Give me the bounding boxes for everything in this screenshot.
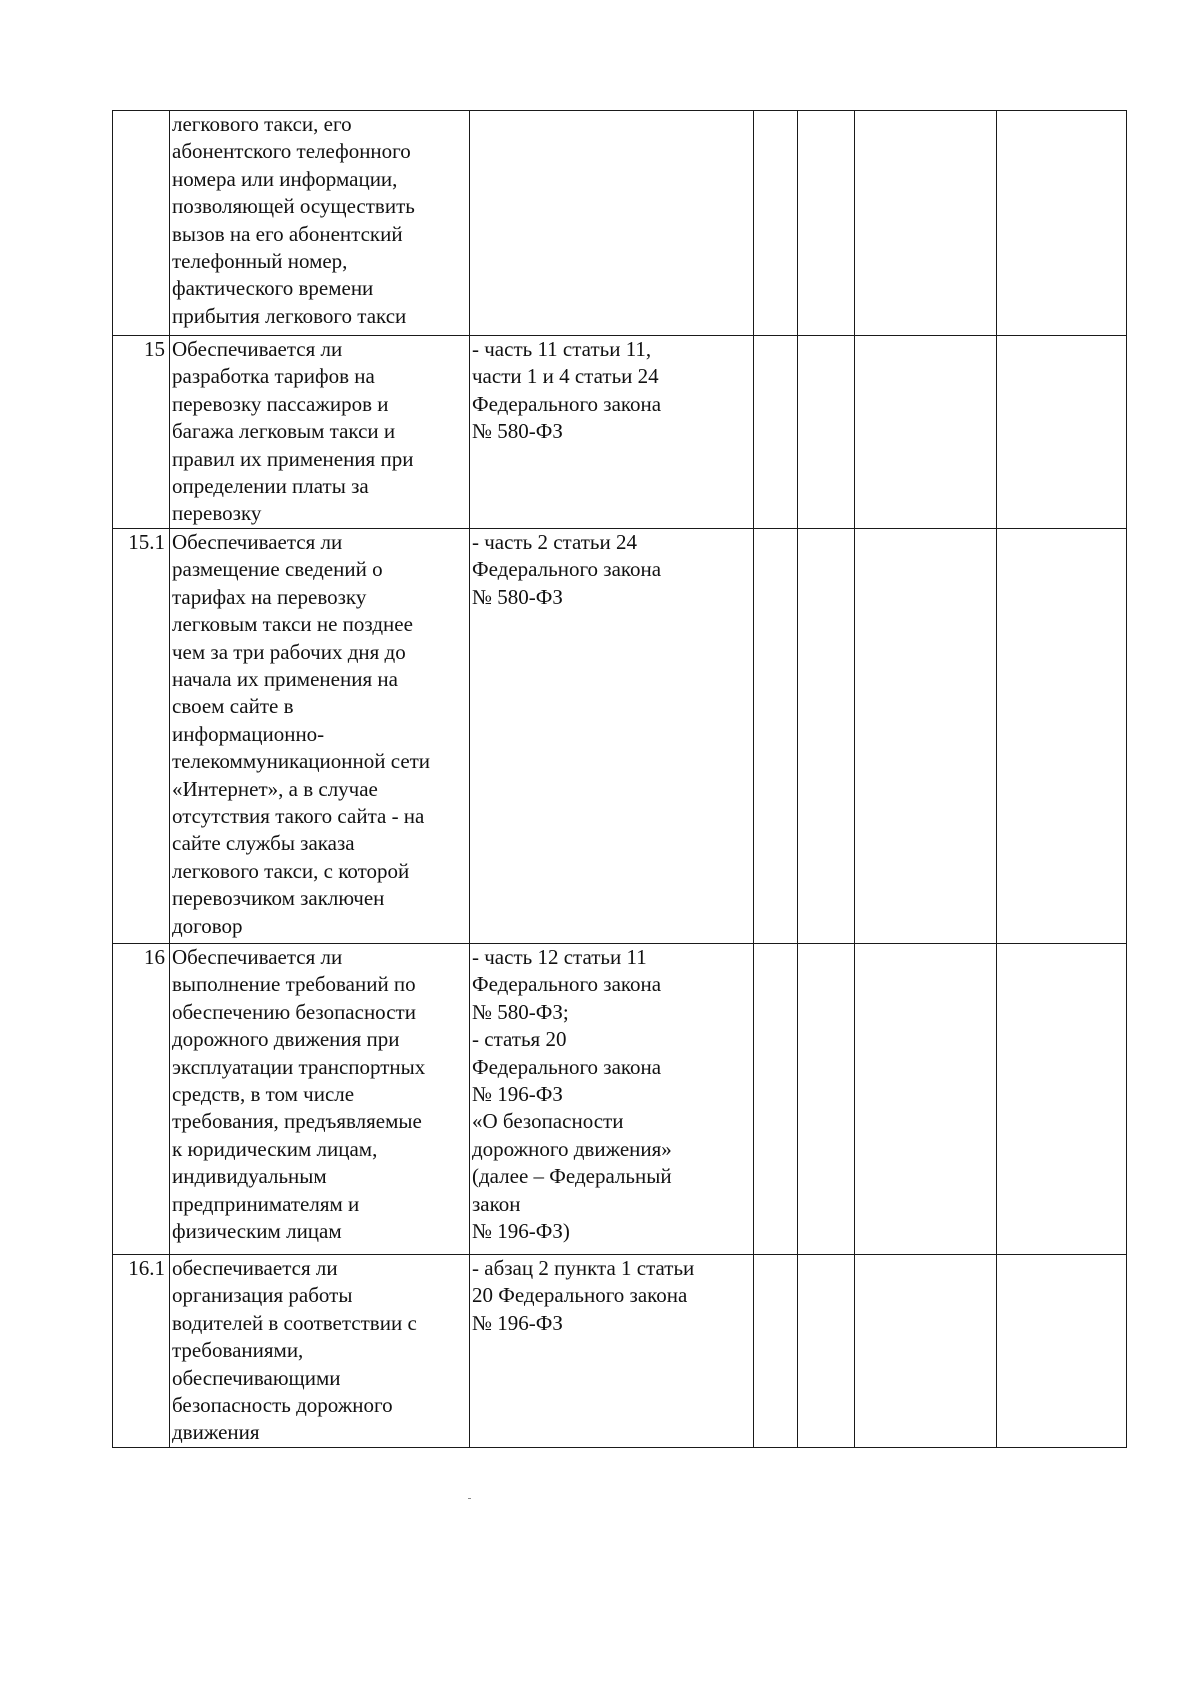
- yes-cell: [754, 1255, 798, 1448]
- question-line: выполнение требований по: [172, 972, 416, 997]
- question-line: движения: [172, 1420, 260, 1445]
- reference-line: Федерального закона: [472, 972, 662, 997]
- question-line: телефонный номер,: [172, 249, 348, 274]
- question-line: договор: [172, 913, 243, 938]
- question-line: требования, предъявляемые: [172, 1109, 422, 1134]
- question-line: чем за три рабочих дня до: [172, 639, 406, 664]
- question-line: безопасность дорожного: [172, 1393, 393, 1418]
- question-cell: [170, 944, 470, 1255]
- question-line: вызов на его абонентский: [172, 221, 403, 246]
- question-line: отсутствия такого сайта - на: [172, 804, 425, 829]
- yes-cell: [754, 336, 798, 529]
- legal-reference-cell: [470, 944, 754, 1255]
- question-line: перевозчиком заключен: [172, 886, 385, 911]
- reference-line: закон: [472, 1191, 521, 1216]
- question-line: позволяющей осуществить: [172, 194, 415, 219]
- not-applicable-cell: [855, 336, 997, 529]
- question-line: Обеспечивается ли: [172, 337, 343, 361]
- legal-reference-cell: [470, 529, 754, 944]
- reference-line: № 580-ФЗ: [472, 584, 563, 609]
- table-body: [113, 111, 1127, 1448]
- notes-cell: [997, 1255, 1127, 1448]
- question-line: сайте службы заказа: [172, 831, 355, 856]
- no-cell: [798, 944, 855, 1255]
- question-line: номера или информации,: [172, 166, 398, 191]
- checklist-table: [112, 110, 1127, 1448]
- reference-line: 20 Федерального закона: [472, 1283, 688, 1308]
- reference-line: № 196-ФЗ: [472, 1310, 563, 1335]
- question-line: «Интернет», а в случае: [172, 776, 378, 801]
- question-line: предпринимателям и: [172, 1191, 360, 1216]
- reference-line: части 1 и 4 статьи 24: [472, 364, 659, 389]
- not-applicable-cell: [855, 111, 997, 336]
- not-applicable-cell: [855, 1255, 997, 1448]
- question-line: Обеспечивается ли: [172, 945, 343, 969]
- reference-line: № 196-ФЗ): [472, 1219, 570, 1244]
- question-line: средств, в том числе: [172, 1082, 355, 1107]
- question-line: дорожного движения при: [172, 1027, 400, 1052]
- notes-cell: [997, 944, 1127, 1255]
- question-line: обеспечению безопасности: [172, 999, 416, 1024]
- no-cell: [798, 111, 855, 336]
- question-line: своем сайте в: [172, 694, 294, 719]
- no-cell: [798, 529, 855, 944]
- question-line: легковым такси не позднее: [172, 612, 413, 637]
- reference-line: № 580-ФЗ;: [472, 999, 569, 1024]
- question-line: определении платы за: [172, 474, 369, 499]
- question-line: к юридическим лицам,: [172, 1136, 378, 1161]
- no-cell: [798, 336, 855, 529]
- reference-line: - часть 2 статьи 24: [472, 530, 637, 554]
- reference-line: № 196-ФЗ: [472, 1082, 563, 1107]
- question-cell: [170, 111, 470, 336]
- question-line: тарифах на перевозку: [172, 584, 367, 609]
- legal-reference-cell: [470, 111, 754, 336]
- yes-cell: [754, 111, 798, 336]
- reference-line: - часть 11 статьи 11,: [472, 337, 652, 361]
- question-line: багажа легковым такси и: [172, 419, 396, 444]
- legal-reference-cell: [470, 336, 754, 529]
- question-line: размещение сведений о: [172, 557, 383, 582]
- question-line: информационно-: [172, 721, 325, 746]
- question-line: обеспечивающими: [172, 1365, 341, 1390]
- question-line: индивидуальным: [172, 1164, 327, 1189]
- row-number: [113, 111, 170, 336]
- no-cell: [798, 1255, 855, 1448]
- reference-line: - статья 20: [472, 1027, 567, 1052]
- question-line: прибытия легкового такси: [172, 303, 407, 328]
- reference-line: Федерального закона: [472, 1054, 662, 1079]
- not-applicable-cell: [855, 529, 997, 944]
- scan-speck: [468, 1498, 471, 1499]
- notes-cell: [997, 529, 1127, 944]
- reference-line: Федерального закона: [472, 391, 662, 416]
- question-line: телекоммуникационной сети: [172, 749, 431, 774]
- question-line: требованиями,: [172, 1338, 304, 1363]
- question-line: физическим лицам: [172, 1219, 342, 1244]
- yes-cell: [754, 944, 798, 1255]
- table-row: [113, 529, 1127, 944]
- question-line: правил их применения при: [172, 446, 414, 471]
- question-line: легкового такси, его: [172, 112, 352, 136]
- question-line: перевозку: [172, 501, 262, 526]
- row-number: 16: [113, 944, 170, 1255]
- row-number: 16.1: [113, 1255, 170, 1448]
- notes-cell: [997, 111, 1127, 336]
- question-line: перевозку пассажиров и: [172, 391, 389, 416]
- question-line: абонентского телефонного: [172, 139, 411, 164]
- question-line: Обеспечивается ли: [172, 530, 343, 554]
- reference-line: дорожного движения»: [472, 1136, 672, 1161]
- question-cell: [170, 529, 470, 944]
- question-line: фактического времени: [172, 276, 374, 301]
- question-line: обеспечивается ли: [172, 1256, 338, 1280]
- reference-line: - абзац 2 пункта 1 статьи: [472, 1256, 695, 1280]
- question-line: разработка тарифов на: [172, 364, 375, 389]
- question-cell: [170, 336, 470, 529]
- question-line: начала их применения на: [172, 667, 398, 692]
- question-line: организация работы: [172, 1283, 353, 1308]
- row-number: 15.1: [113, 529, 170, 944]
- row-number: 15: [113, 336, 170, 529]
- reference-line: - часть 12 статьи 11: [472, 945, 647, 969]
- reference-line: (далее – Федеральный: [472, 1164, 672, 1189]
- legal-reference-cell: [470, 1255, 754, 1448]
- notes-cell: [997, 336, 1127, 529]
- reference-line: «О безопасности: [472, 1109, 624, 1134]
- not-applicable-cell: [855, 944, 997, 1255]
- question-line: легкового такси, с которой: [172, 858, 410, 883]
- table-row: [113, 111, 1127, 336]
- yes-cell: [754, 529, 798, 944]
- question-cell: [170, 1255, 470, 1448]
- reference-line: Федерального закона: [472, 557, 662, 582]
- table-row: [113, 944, 1127, 1255]
- question-line: эксплуатации транспортных: [172, 1054, 426, 1079]
- reference-line: № 580-ФЗ: [472, 419, 563, 444]
- table-row: [113, 336, 1127, 529]
- question-line: водителей в соответствии с: [172, 1310, 417, 1335]
- table-row: [113, 1255, 1127, 1448]
